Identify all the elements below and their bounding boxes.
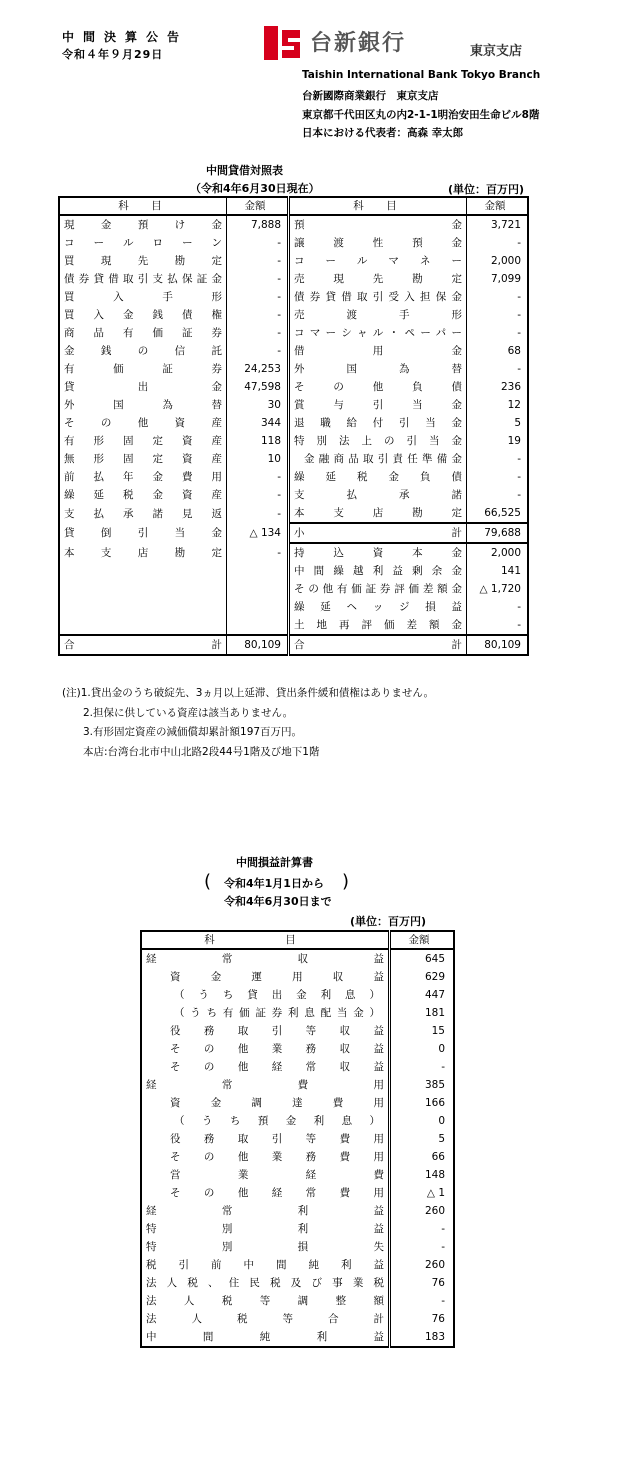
bs-row bbox=[59, 306, 528, 324]
bs-right-label: 売現先勘定 bbox=[289, 270, 467, 288]
pl-amount: - bbox=[441, 1061, 445, 1073]
note-3: 3.有形固定資産の減価償却累計額197百万円。 bbox=[62, 726, 303, 738]
bs-left-amount: - bbox=[227, 270, 289, 288]
bs-title: 中間貸借対照表 bbox=[206, 164, 283, 177]
bs-left-amount: 118 bbox=[227, 432, 289, 450]
pl-header-row bbox=[141, 931, 454, 949]
bs-row bbox=[59, 414, 528, 432]
pl-amount: 0 bbox=[438, 1043, 445, 1055]
bs-right-label: 債券貸借取引受入担保金 bbox=[289, 288, 467, 306]
pl-title: 中間損益計算書 bbox=[236, 856, 313, 869]
bs-left-label: 支払承諾見返 bbox=[59, 504, 227, 523]
bs-row bbox=[59, 468, 528, 486]
bs-total-right: 80,109 bbox=[467, 635, 529, 655]
bs-left-label: 金銭の信託 bbox=[59, 342, 227, 360]
bs-as-of: （令和4年6月30日現在） bbox=[190, 182, 320, 195]
bs-row bbox=[59, 543, 528, 562]
pl-label: 資金調達費用 bbox=[141, 1094, 390, 1112]
bs-left-label: 有価証券 bbox=[59, 360, 227, 378]
pl-period-to: 令和4年6月30日まで bbox=[224, 895, 332, 908]
pl-label: 法人税等調整額 bbox=[141, 1292, 390, 1310]
bs-left-amount: - bbox=[227, 468, 289, 486]
bs-right-label: 退職給付引当金 bbox=[289, 414, 467, 432]
bs-left-label: 繰延税金資産 bbox=[59, 486, 227, 504]
bs-row bbox=[59, 234, 528, 252]
bs-left-amount: - bbox=[227, 288, 289, 306]
bs-right-amount: - bbox=[517, 619, 521, 631]
bs-left-amount bbox=[227, 616, 289, 635]
bs-row bbox=[59, 523, 528, 543]
bs-left-label: その他資産 bbox=[59, 414, 227, 432]
pl-amount: 76 bbox=[431, 1313, 445, 1325]
pl-amount: 76 bbox=[431, 1277, 445, 1289]
bs-left-label: 買現先勘定 bbox=[59, 252, 227, 270]
bs-right-amount: - bbox=[517, 309, 521, 321]
pl-row bbox=[141, 1202, 454, 1220]
pl-label: 税引前中間純利益 bbox=[141, 1256, 390, 1274]
bs-right-amount: - bbox=[517, 471, 521, 483]
bs-right-label: 金融商品取引責任準備金 bbox=[289, 450, 467, 468]
bs-right-label: 特別法上の引当金 bbox=[289, 432, 467, 450]
bs-right-amount: 141 bbox=[500, 565, 521, 577]
bs-left-amount: 344 bbox=[227, 414, 289, 432]
pl-row bbox=[141, 968, 454, 986]
notes bbox=[62, 684, 434, 762]
pl-label: 経常利益 bbox=[141, 1202, 390, 1220]
bs-right-amount: 79,688 bbox=[467, 523, 529, 543]
pl-row bbox=[141, 1220, 454, 1238]
bs-right-amount: - bbox=[517, 363, 521, 375]
pl-row bbox=[141, 1274, 454, 1292]
pl-label: 特別損失 bbox=[141, 1238, 390, 1256]
branch-name: 東京支店 bbox=[470, 44, 523, 59]
bs-left-amount: - bbox=[227, 543, 289, 562]
bs-left-amount bbox=[227, 598, 289, 616]
bs-col-item-right: 科 目 bbox=[289, 197, 467, 215]
bs-right-label: 譲渡性預金 bbox=[289, 234, 467, 252]
bs-right-label: コールマネー bbox=[289, 252, 467, 270]
bs-left-amount: △ 134 bbox=[227, 523, 289, 543]
bs-row bbox=[59, 288, 528, 306]
bs-unit: (単位：百万円) bbox=[448, 183, 525, 196]
bs-row bbox=[59, 215, 528, 234]
pl-amount: - bbox=[441, 1241, 445, 1253]
pl-row bbox=[141, 1040, 454, 1058]
note-2: 2.担保に供している資産は該当ありません。 bbox=[62, 706, 294, 719]
pl-row bbox=[141, 1004, 454, 1022]
pl-label: 役務取引等費用 bbox=[141, 1130, 390, 1148]
pl-row bbox=[141, 1112, 454, 1130]
income-statement-table bbox=[140, 930, 455, 1348]
pl-bracket-right: ) bbox=[342, 871, 350, 892]
pl-label: その他経常収益 bbox=[141, 1058, 390, 1076]
bs-right-amount: 66,525 bbox=[484, 507, 521, 519]
bs-right-label: 土地再評価差額金 bbox=[289, 616, 467, 635]
bs-left-label: 前払年金費用 bbox=[59, 468, 227, 486]
bs-right-label: 支払承諾 bbox=[289, 486, 467, 504]
bs-left-amount: - bbox=[227, 234, 289, 252]
pl-amount: 66 bbox=[431, 1151, 445, 1163]
bs-row bbox=[59, 580, 528, 598]
bs-row bbox=[59, 616, 528, 635]
info-chinese-name: 台新國際商業銀行 東京支店 bbox=[302, 90, 439, 102]
pl-row bbox=[141, 1256, 454, 1274]
bs-left-label: 買入金銭債権 bbox=[59, 306, 227, 324]
pl-period-from: 令和4年1月1日から bbox=[224, 877, 324, 890]
bs-right-label: 本支店勘定 bbox=[289, 504, 467, 523]
pl-amount: 15 bbox=[431, 1025, 445, 1037]
pl-label: 経常収益 bbox=[141, 949, 390, 968]
bs-right-amount: - bbox=[517, 327, 521, 339]
pl-row bbox=[141, 949, 454, 968]
bs-row bbox=[59, 252, 528, 270]
pl-row bbox=[141, 1328, 454, 1347]
note-1: (注)1.貸出金のうち破綻先、3ヵ月以上延滞、貸出条件緩和債権はありません。 bbox=[62, 687, 435, 699]
pl-label: （うち貸出金利息） bbox=[141, 986, 390, 1004]
bs-left-amount bbox=[227, 580, 289, 598]
bs-left-amount: - bbox=[227, 504, 289, 523]
bs-right-label: 持込資本金 bbox=[289, 543, 467, 562]
pl-row bbox=[141, 1058, 454, 1076]
bs-right-label: 中間繰越利益剰余金 bbox=[289, 562, 467, 580]
bs-total-label-right: 合計 bbox=[289, 635, 467, 655]
bs-header-row bbox=[59, 197, 528, 215]
bs-row bbox=[59, 504, 528, 523]
bs-right-label: 外国為替 bbox=[289, 360, 467, 378]
bs-row bbox=[59, 562, 528, 580]
bs-left-amount: - bbox=[227, 342, 289, 360]
bs-left-label bbox=[59, 562, 227, 580]
bs-right-amount: 68 bbox=[507, 345, 521, 357]
bs-row bbox=[59, 450, 528, 468]
pl-row bbox=[141, 986, 454, 1004]
bs-right-amount: - bbox=[517, 489, 521, 501]
pl-unit: (単位：百万円) bbox=[350, 915, 427, 928]
pl-label: 中間純利益 bbox=[141, 1328, 390, 1347]
pl-label: 営業経費 bbox=[141, 1166, 390, 1184]
bs-left-label bbox=[59, 580, 227, 598]
pl-amount: 260 bbox=[424, 1205, 445, 1217]
bs-right-label: 繰延ヘッジ損益 bbox=[289, 598, 467, 616]
bs-left-label bbox=[59, 598, 227, 616]
pl-row bbox=[141, 1166, 454, 1184]
bs-left-amount: - bbox=[227, 252, 289, 270]
bs-left-label: 外国為替 bbox=[59, 396, 227, 414]
pl-row bbox=[141, 1184, 454, 1202]
pl-col-amount: 金額 bbox=[390, 931, 455, 949]
balance-sheet-table bbox=[58, 196, 529, 656]
bs-left-label: 有形固定資産 bbox=[59, 432, 227, 450]
bs-right-amount: 2,000 bbox=[490, 255, 521, 267]
pl-label: 法人税、住民税及び事業税 bbox=[141, 1274, 390, 1292]
bs-left-amount: - bbox=[227, 486, 289, 504]
pl-row bbox=[141, 1292, 454, 1310]
pl-amount: 260 bbox=[424, 1259, 445, 1271]
bs-left-label: コールローン bbox=[59, 234, 227, 252]
pl-amount: 181 bbox=[424, 1007, 445, 1019]
bs-left-label: 貸出金 bbox=[59, 378, 227, 396]
pl-label: その他経常費用 bbox=[141, 1184, 390, 1202]
pl-amount: 5 bbox=[438, 1133, 445, 1145]
bs-right-label: 小計 bbox=[289, 523, 467, 543]
bs-right-label: 借用金 bbox=[289, 342, 467, 360]
pl-amount: 385 bbox=[424, 1079, 445, 1091]
bs-row bbox=[59, 598, 528, 616]
bs-right-amount: 3,721 bbox=[490, 219, 521, 231]
pl-label: （うち預金利息） bbox=[141, 1112, 390, 1130]
bs-left-amount: - bbox=[227, 324, 289, 342]
bs-right-amount: △ 1,720 bbox=[479, 583, 521, 595]
bs-left-label: 貸倒引当金 bbox=[59, 523, 227, 543]
bs-right-label: 賞与引当金 bbox=[289, 396, 467, 414]
pl-row bbox=[141, 1238, 454, 1256]
pl-amount: 447 bbox=[424, 989, 445, 1001]
bs-left-amount bbox=[227, 562, 289, 580]
bs-left-amount: 24,253 bbox=[227, 360, 289, 378]
bs-col-amount-right: 金額 bbox=[467, 197, 529, 215]
pl-amount: 166 bbox=[424, 1097, 445, 1109]
pl-label: （うち有価証券利息配当金） bbox=[141, 1004, 390, 1022]
bs-total-label-left: 合計 bbox=[59, 635, 227, 655]
bs-row bbox=[59, 378, 528, 396]
pl-row bbox=[141, 1130, 454, 1148]
info-english-name: Taishin International Bank Tokyo Branch bbox=[302, 69, 541, 81]
bs-left-label: 商品有価証券 bbox=[59, 324, 227, 342]
pl-row bbox=[141, 1076, 454, 1094]
pl-amount: 148 bbox=[424, 1169, 445, 1181]
bs-left-label: 無形固定資産 bbox=[59, 450, 227, 468]
bs-right-label: 繰延税金負債 bbox=[289, 468, 467, 486]
bs-right-label: コマーシャル・ペーパー bbox=[289, 324, 467, 342]
bs-left-amount: 7,888 bbox=[227, 215, 289, 234]
bs-right-amount: 2,000 bbox=[467, 543, 529, 562]
bs-right-label: その他有価証券評価差額金 bbox=[289, 580, 467, 598]
pl-row bbox=[141, 1148, 454, 1166]
pl-label: 経常費用 bbox=[141, 1076, 390, 1094]
bs-right-label: 預金 bbox=[289, 215, 467, 234]
notice-date: 令和４年９月29日 bbox=[62, 48, 164, 61]
bs-left-amount: 10 bbox=[227, 450, 289, 468]
bs-left-amount: - bbox=[227, 306, 289, 324]
bs-right-amount: 5 bbox=[514, 417, 521, 429]
bs-right-amount: 12 bbox=[507, 399, 521, 411]
bs-right-amount: 236 bbox=[500, 381, 521, 393]
bs-right-label: 売渡手形 bbox=[289, 306, 467, 324]
bs-right-amount: - bbox=[517, 237, 521, 249]
pl-amount: - bbox=[441, 1223, 445, 1235]
bs-right-amount: - bbox=[517, 601, 521, 613]
pl-amount: 0 bbox=[438, 1115, 445, 1127]
info-representative: 日本における代表者：高森 幸太郎 bbox=[302, 127, 464, 139]
bs-right-label: その他負債 bbox=[289, 378, 467, 396]
bs-left-label: 本支店勘定 bbox=[59, 543, 227, 562]
bs-row bbox=[59, 360, 528, 378]
pl-col-item: 科 目 bbox=[141, 931, 390, 949]
bs-left-label: 買入手形 bbox=[59, 288, 227, 306]
bs-row bbox=[59, 342, 528, 360]
note-head-office: 本店:台湾台北市中山北路2段44号1階及び地下1階 bbox=[62, 745, 320, 758]
pl-amount: - bbox=[441, 1295, 445, 1307]
bs-total-row bbox=[59, 635, 528, 655]
pl-bracket-left: ( bbox=[204, 871, 212, 892]
bs-row bbox=[59, 486, 528, 504]
bs-col-amount-left: 金額 bbox=[227, 197, 289, 215]
pl-label: 資金運用収益 bbox=[141, 968, 390, 986]
bs-right-amount: 7,099 bbox=[490, 273, 521, 285]
pl-label: 特別利益 bbox=[141, 1220, 390, 1238]
pl-label: その他業務収益 bbox=[141, 1040, 390, 1058]
bank-name: 台新銀行 bbox=[310, 31, 407, 56]
bank-logo bbox=[262, 24, 302, 62]
pl-amount: △ 1 bbox=[426, 1187, 445, 1199]
pl-amount: 183 bbox=[424, 1331, 445, 1343]
pl-amount: 629 bbox=[424, 971, 445, 983]
pl-amount: 645 bbox=[424, 953, 445, 965]
bs-left-amount: 30 bbox=[227, 396, 289, 414]
bs-right-amount: - bbox=[517, 453, 521, 465]
pl-label: その他業務費用 bbox=[141, 1148, 390, 1166]
bs-left-label: 現金預け金 bbox=[59, 215, 227, 234]
notice-title: 中間決算公告 bbox=[62, 30, 189, 44]
bs-left-label bbox=[59, 616, 227, 635]
bs-total-left: 80,109 bbox=[227, 635, 289, 655]
info-address: 東京都千代田区丸の内2-1-1明治安田生命ビル8階 bbox=[302, 109, 540, 121]
bs-left-amount: 47,598 bbox=[227, 378, 289, 396]
pl-row bbox=[141, 1094, 454, 1112]
pl-label: 役務取引等収益 bbox=[141, 1022, 390, 1040]
bs-right-amount: 19 bbox=[507, 435, 521, 447]
bs-col-item-left: 科 目 bbox=[59, 197, 227, 215]
bs-left-label: 債券貸借取引支払保証金 bbox=[59, 270, 227, 288]
bs-row bbox=[59, 270, 528, 288]
bs-row bbox=[59, 396, 528, 414]
pl-row bbox=[141, 1310, 454, 1328]
pl-row bbox=[141, 1022, 454, 1040]
bs-right-amount: - bbox=[517, 291, 521, 303]
bs-row bbox=[59, 432, 528, 450]
pl-label: 法人税等合計 bbox=[141, 1310, 390, 1328]
bs-row bbox=[59, 324, 528, 342]
